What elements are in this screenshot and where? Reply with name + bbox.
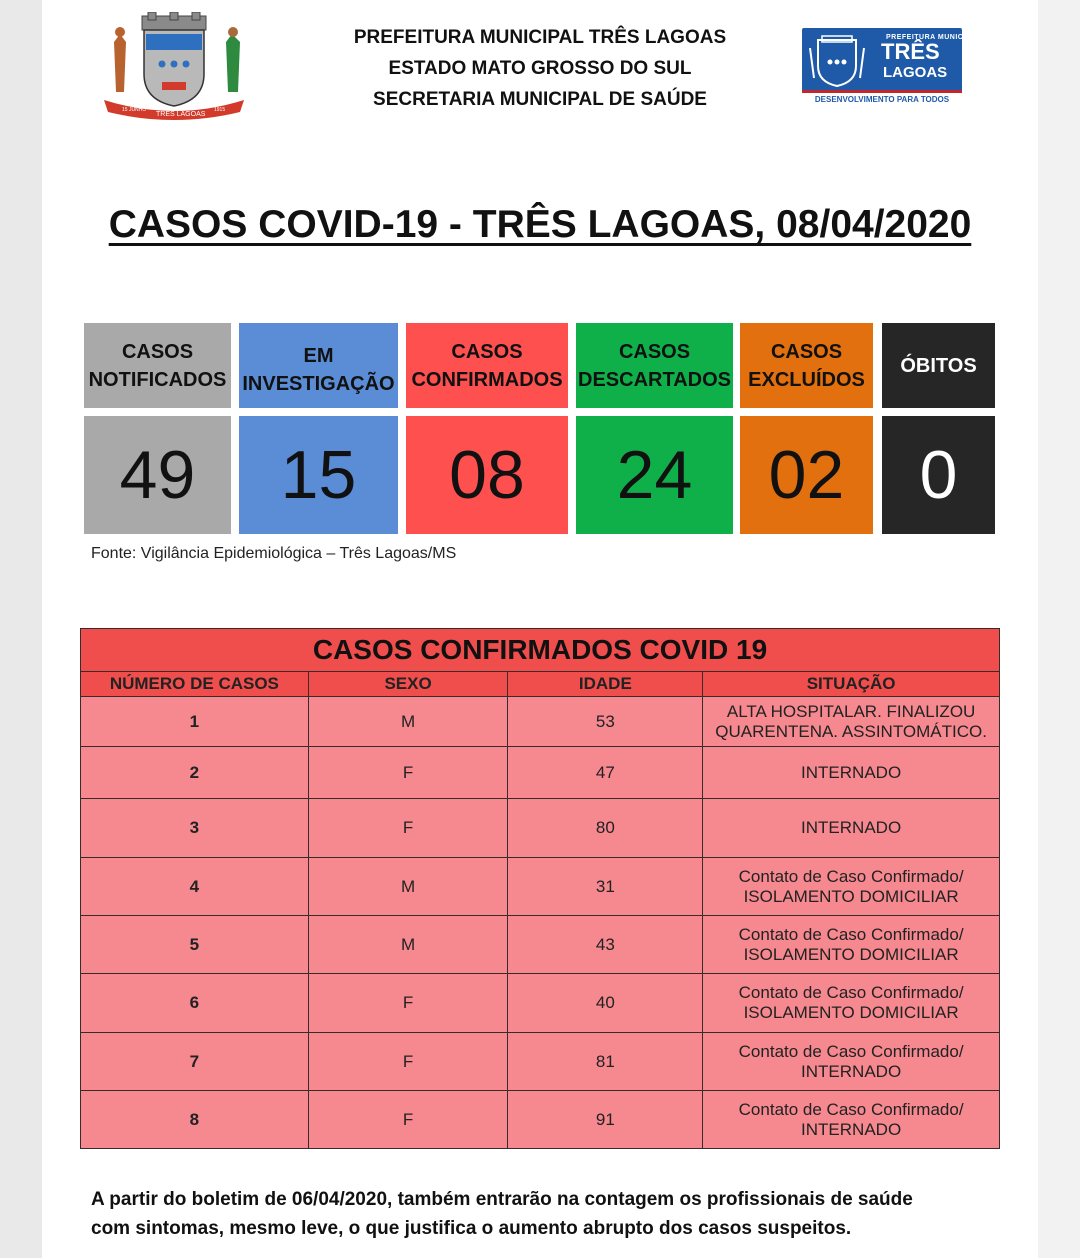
coat-of-arms-logo bbox=[96, 12, 252, 120]
logo-left-date: 15 JUNHO bbox=[122, 107, 147, 113]
table-row: 5 M 43 Contato de Caso Confirmado/ ISOLAMENTO DOMICILIAR bbox=[81, 916, 1000, 974]
source-note: Fonte: Vigilância Epidemiológica – Três Lagoas/MS bbox=[91, 545, 457, 562]
logo-right-tagline: DESENVOLVIMENTO PARA TODOS bbox=[814, 95, 950, 104]
page-title: CASOS COVID-19 - TRÊS LAGOAS, 08/04/2020 bbox=[108, 203, 972, 246]
stat-value-descartados: 24 bbox=[576, 416, 733, 534]
table-row: 6 F 40 Contato de Caso Confirmado/ ISOLAMENTO DOMICILIAR bbox=[81, 974, 1000, 1033]
city-emblem-icon bbox=[802, 28, 872, 92]
page-margin bbox=[1038, 0, 1080, 1258]
stat-label-excluidos: CASOS EXCLUÍDOS bbox=[740, 323, 873, 408]
confirmed-cases-table bbox=[80, 628, 1000, 1149]
logo-right-big2: LAGOAS bbox=[883, 64, 948, 81]
table-row: 2 F 47 INTERNADO bbox=[81, 747, 1000, 799]
footnote: A partir do boletim de 06/04/2020, também entrarão na contagem os profissionais de saúde com sintomas, mesmo leve, o que justifica o aumento abrupto dos casos suspeitos. bbox=[91, 1189, 913, 1239]
table-title: CASOS CONFIRMADOS COVID 19 bbox=[81, 629, 1000, 672]
stat-label-notificados: CASOS NOTIFICADOS bbox=[84, 323, 231, 408]
stat-label-confirmados: CASOS CONFIRMADOS bbox=[406, 323, 568, 408]
logo-right-small: PREFEITURA MUNICIPAL bbox=[886, 34, 981, 41]
table-row: 7 F 81 Contato de Caso Confirmado/ INTERNADO bbox=[81, 1033, 1000, 1091]
table-row: 4 M 31 Contato de Caso Confirmado/ ISOLAMENTO DOMICILIAR bbox=[81, 858, 1000, 916]
stat-value-confirmados: 08 bbox=[406, 416, 568, 534]
column-header-sexo: SEXO bbox=[308, 672, 508, 697]
stat-value-obitos: 0 bbox=[882, 416, 995, 534]
logo-left-year: 1915 bbox=[214, 107, 226, 113]
column-header-numero: NÚMERO DE CASOS bbox=[81, 672, 309, 697]
column-header-idade: IDADE bbox=[508, 672, 703, 697]
logo-right-big: TRÊS bbox=[881, 39, 940, 64]
table-row: 3 F 80 INTERNADO bbox=[81, 799, 1000, 858]
header-line-2: ESTADO MATO GROSSO DO SUL bbox=[388, 58, 692, 79]
stat-label-descartados: CASOS DESCARTADOS bbox=[576, 323, 733, 408]
column-header-situacao: SITUAÇÃO bbox=[703, 672, 1000, 697]
stat-value-investigacao: 15 bbox=[239, 416, 398, 534]
stat-value-notificados: 49 bbox=[84, 416, 231, 534]
table-row: 1 M 53 ALTA HOSPITALAR. FINALIZOU QUARENTENA. ASSINTOMÁTICO. bbox=[81, 697, 1000, 747]
header-line-3: SECRETARIA MUNICIPAL DE SAÚDE bbox=[373, 89, 707, 110]
header-line-1: PREFEITURA MUNICIPAL TRÊS LAGOAS bbox=[353, 27, 727, 48]
logo-right-underline bbox=[802, 90, 962, 93]
stat-value-excluidos: 02 bbox=[740, 416, 873, 534]
stat-label-obitos: ÓBITOS bbox=[882, 323, 995, 408]
table-row: 8 F 91 Contato de Caso Confirmado/ INTERNADO bbox=[81, 1091, 1000, 1149]
logo-left-city: TRÊS LAGOAS bbox=[156, 111, 206, 118]
stat-label-investigacao: EM INVESTIGAÇÃO bbox=[239, 323, 398, 408]
